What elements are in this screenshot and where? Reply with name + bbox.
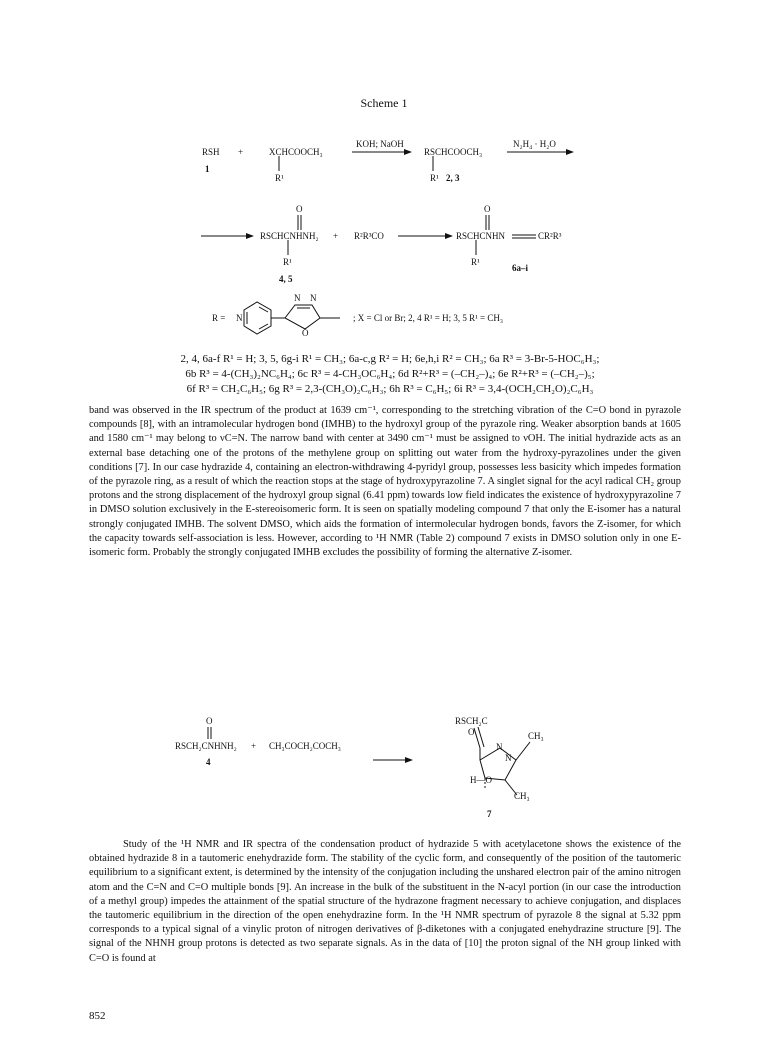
product-oxygen: O [468, 727, 475, 737]
scheme-title: Scheme 1 [360, 96, 408, 110]
plus-sign: + [333, 231, 339, 241]
body-paragraph: band was observed in the IR spectrum of the product at 1639 cm⁻¹, corresponding to the stretching vibration of the C=O bond in pyrazole compounds [8], with an intramolecular hydrogen bond (IMHB) to the hydroxyl group of the pyrazole ring. Weaker absorption bands at 1605 and 1580 cm⁻¹ may belong to νC=N. The narrow band with center at 3490 cm⁻¹ must be assigned to νOH. The initial hydrazide acts as an external base detaching one of the protons of the methylene group on splitting out water from the hydroxy-pyrazolines under the given conditions [7]. In our case hydrazide 4, containing an electron-withdrawing 4-pyridyl group, possesses less basicity which impedes formation of the pyrazole ring, as a result of which the reaction stops at the stage of hydroxypyrazoline 7. A singlet signal for the acyl radical CH₂ group protons and the strong displacement of the hydroxyl group signal (6.41 ppm) towards low field indicates the existence of hydroxypyrazoline 7 in DMSO solution exclusively in the E-stereoisomeric form. It is seen on spatially modeling compound 7 that only the E-isomer has a natural strongly conjugated IMHB. The solvent DMSO, which aids the formation of intermolecular hydrogen bonds, favors the Z-isomer, for which the capacity towards self-association is less. However, according to ¹H NMR (Table 2) compound 7 exists in DMSO solution only in one E-isomeric form. Probably the strongly conjugated IMHB excludes the possibility of forming the alternative Z-isomer. [89, 405, 681, 559]
plus-sign: + [251, 741, 257, 751]
hydrazone: RSCHCNHN [456, 231, 506, 241]
methyl-group: CH₃ [528, 731, 544, 741]
methyl-group: CH₃ [514, 791, 530, 801]
substituent-r1: R¹ [471, 257, 480, 267]
scheme-legend [90, 352, 690, 397]
pyridine-ring [244, 302, 271, 334]
plus-sign: + [238, 147, 244, 157]
pyridine-nitrogen: N [236, 313, 243, 323]
substituent-r1: R¹ [283, 257, 292, 267]
compound-label-7: 7 [487, 809, 492, 819]
product-rschcooch3: RSCHCOOCH₃ [424, 147, 483, 157]
ring-nitrogen: N [505, 753, 512, 763]
product-acyl: RSCH₂C [455, 716, 488, 726]
compound-label-2-3: 2, 3 [446, 173, 460, 183]
carbonyl-oxygen: O [484, 204, 491, 214]
compound-label-6a-i: 6a–i [512, 263, 529, 273]
reactant-rsh: RSH [202, 147, 220, 157]
acetylacetone: CH₃COCH₂COCH₃ [269, 741, 341, 751]
legend-line: 6b R³ = 4-(CH₃)₂NC₆H₄; 6c R³ = 4-CH₃OC₆H₄; 6d R²+R³ = (–CH₂–)₄; 6e R²+R³ = (–CH₂–)₅; [185, 368, 595, 380]
carbonyl-oxygen: O [206, 716, 213, 726]
ring-nitrogen: N [310, 293, 317, 303]
compound-label-1: 1 [205, 164, 210, 174]
reagent-hydrazine: N₂H₄ · H₂O [513, 139, 556, 149]
reagent-koh-naoh: KOH; NaOH [356, 139, 404, 149]
ring-nitrogen: N [496, 742, 503, 752]
oxadiazole-ring [285, 305, 320, 329]
scheme-condition: ; X = Cl or Br; 2, 4 R¹ = H; 3, 5 R¹ = CH₃ [353, 313, 504, 323]
body-paragraph: Study of the ¹H NMR and IR spectra of the condensation product of hydrazide 5 with acetylacetone shows the existence of the obtained hydrazide 8 in a tautomeric enehydrazide form. The stability of the cyclic form, and consequently of the position of the tautomeric equilibrium to a significant extent, is determined by the intensity of the conjugation including the unshared electron pair of the amino nitrogen atom and the C=N and C=O multiple bonds [9]. An increase in the bulk of the substituent in the N-acyl portion (in our case the introduction of a methyl group) impedes the attainment of the spatial structure of the hydrazone fragment necessary to achieve conjugation, and displaces the tautomeric equilibrium in the direction of the open enehydrazine form. In the ¹H NMR spectrum of pyrazole 8 the signal at 5.32 ppm corresponds to a typical signal of a vinylic proton of nitrogen derivatives of β-diketones with a conjugated enehydrazine structure [9]. The signal of the NHNH group protons is detected as two separate signals. As in the data of [10] the proton signal of the NH group linked with C=O is found at [89, 839, 681, 964]
reactant-xchcooch3: XCHCOOCH₃ [269, 147, 323, 157]
substituent-r1: R¹ [275, 173, 284, 183]
carbonyl-oxygen: O [296, 204, 303, 214]
substituent-r1: R¹ [430, 173, 439, 183]
compound-label-4: 4 [206, 757, 211, 767]
legend-line: 6f R³ = CH₂C₆H₅; 6g R³ = 2,3-(CH₃O)₂C₆H₃; 6h R³ = C₆H₅; 6i R³ = 3,4-(OCH₂CH₂O)₂C₆H₃ [186, 383, 594, 395]
ketone-r2r3co: R²R³CO [354, 231, 384, 241]
hydrazide-4: RSCH₂CNHNH₂ [175, 741, 237, 751]
hydroxyl-group: H—O [470, 775, 492, 785]
legend-line: 2, 4, 6a-f R¹ = H; 3, 5, 6g-i R¹ = CH₃; 6a-c,g R² = H; 6e,h,i R² = CH₃; 6a R³ = 3-Br-5-HOC₆H₃; [180, 353, 600, 365]
ring-nitrogen: N [294, 293, 301, 303]
r-equals: R = [212, 313, 226, 323]
ring-oxygen: O [302, 328, 309, 338]
compound-label-4-5: 4, 5 [279, 274, 293, 284]
page-number: 852 [89, 1010, 106, 1022]
hydrazide: RSCHCNHNH₂ [260, 231, 319, 241]
hydrazone-tail: CR²R³ [538, 231, 562, 241]
